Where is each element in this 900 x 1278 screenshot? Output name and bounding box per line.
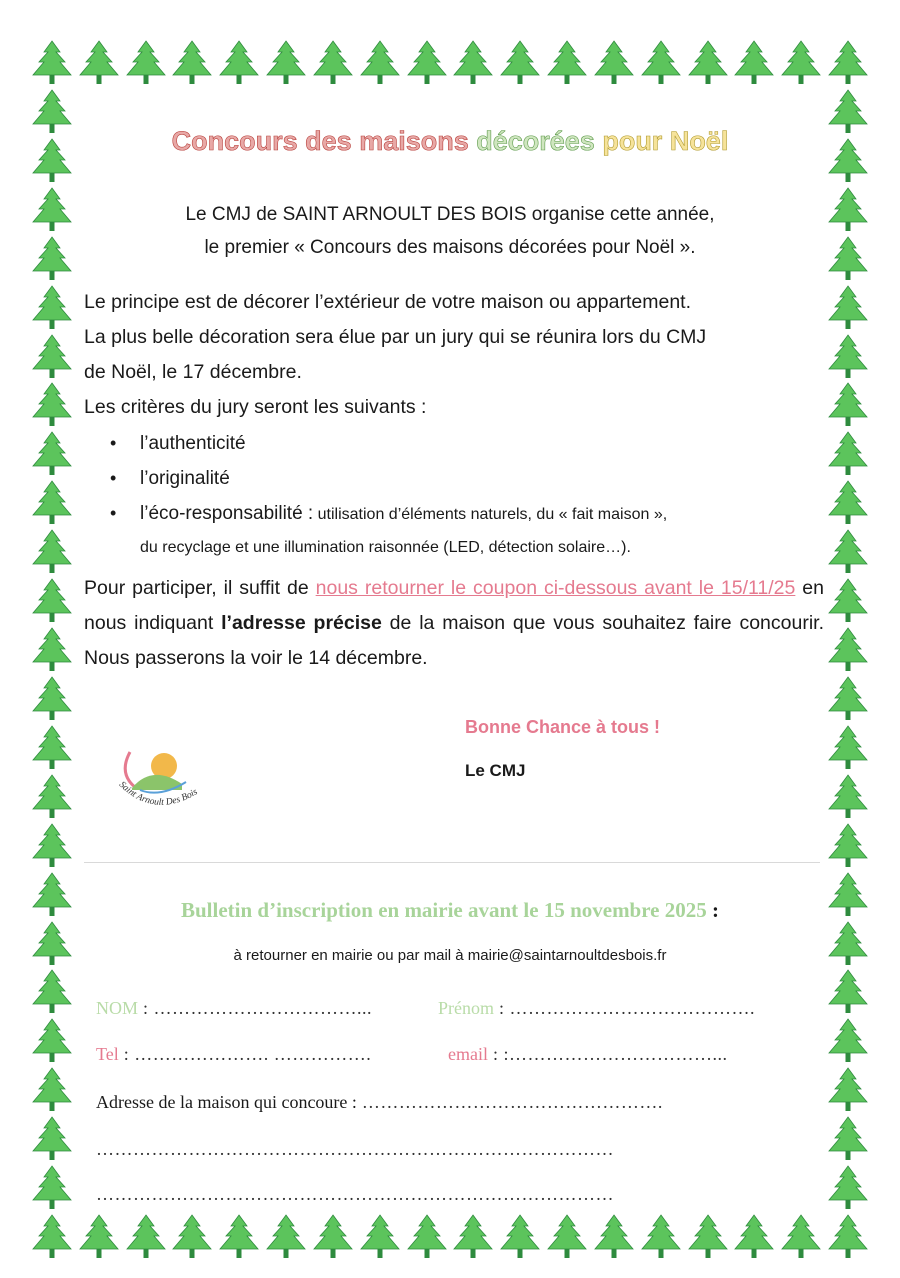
village-logo xyxy=(108,742,208,816)
tel-field[interactable] xyxy=(96,1044,371,1065)
principle-line-1: Le principe est de décorer l’extérieur de votre maison ou appartement. xyxy=(84,291,692,313)
tel-label: Tel xyxy=(96,1044,119,1064)
logo-text: Saint Arnoult Des Bois xyxy=(116,779,200,808)
form-title-colon: : xyxy=(706,898,720,922)
address-dots: …………………………………………. xyxy=(356,1092,663,1112)
page-title xyxy=(0,126,900,157)
bullet-icon: • xyxy=(110,503,117,523)
principle-paragraph xyxy=(84,285,824,390)
participation-prefix: Pour participer, il suffit de xyxy=(84,577,316,599)
good-luck-text: Bonne Chance à tous ! xyxy=(465,717,661,737)
email-label: email xyxy=(448,1044,488,1064)
form-title-text: Bulletin d’inscription en mairie avant le 15 novembre 2025 xyxy=(180,898,707,922)
title-part-green: décorées xyxy=(476,126,603,156)
coupon-separator xyxy=(84,862,820,863)
email-field[interactable] xyxy=(448,1044,728,1065)
bullet-icon: • xyxy=(110,433,117,453)
logo-graphic xyxy=(108,742,208,816)
list-item xyxy=(110,426,830,461)
bullet-icon: • xyxy=(110,468,117,488)
prenom-field[interactable] xyxy=(438,998,755,1019)
address-label: Adresse de la maison qui concoure : xyxy=(96,1092,357,1112)
prenom-dots: : …………………………………. xyxy=(494,998,756,1018)
principle-line-2: La plus belle décoration sera élue par un jury qui se réunira lors du CMJ xyxy=(84,326,707,348)
form-title xyxy=(0,898,900,923)
tel-dots: : …………………. ……………. xyxy=(118,1044,372,1064)
intro-line-2: le premier « Concours des maisons décorées pour Noël ». xyxy=(204,237,696,258)
address-field[interactable] xyxy=(96,1092,663,1113)
title-part-red: Concours des maisons xyxy=(171,126,477,156)
return-instructions: à retourner en mairie ou par mail à mairie@saintarnoultdesbois.fr xyxy=(233,947,667,964)
criteria-item-originality: l’originalité xyxy=(140,468,230,489)
intro-line-1: Le CMJ de SAINT ARNOULT DES BOIS organise cette année, xyxy=(185,204,715,225)
signature: Le CMJ xyxy=(465,761,526,780)
list-item xyxy=(110,496,830,564)
email-dots: : :……………………………... xyxy=(487,1044,728,1064)
nom-label: NOM xyxy=(96,998,139,1018)
nom-dots: : ……………………………... xyxy=(138,998,373,1018)
criteria-title: Les critères du jury seront les suivants : xyxy=(84,396,427,418)
list-item xyxy=(110,461,830,496)
nom-field[interactable] xyxy=(96,998,372,1019)
criteria-item-eco-detail: utilisation d’éléments naturels, du « fait maison », xyxy=(313,506,668,523)
participation-bold: l’adresse précise xyxy=(221,612,382,634)
criteria-item-authenticity: l’authenticité xyxy=(140,433,246,454)
criteria-item-eco: l’éco-responsabilité : xyxy=(140,503,314,524)
criteria-item-eco-detail-2: du recyclage et une illumination raisonnée (LED, détection solaire…). xyxy=(140,539,631,556)
address-line-2[interactable]: ………………………………………………………………………… xyxy=(96,1139,614,1159)
address-line-3[interactable]: ………………………………………………………………………… xyxy=(96,1184,614,1204)
prenom-label: Prénom xyxy=(438,998,494,1018)
coupon-link: nous retourner le coupon ci-dessous avant le 15/11/25 xyxy=(315,577,796,599)
logo-arc-pink xyxy=(125,752,136,788)
criteria-list xyxy=(110,426,830,564)
principle-line-3: de Noël, le 17 décembre. xyxy=(84,361,302,383)
participation-paragraph xyxy=(84,571,824,676)
participation-middle: en nous indiquant xyxy=(84,577,824,634)
title-part-yellow: pour Noël xyxy=(602,126,729,156)
participation-suffix: de la maison que vous souhaitez faire concourir. Nous passerons la voir le 14 décembre. xyxy=(84,612,824,669)
